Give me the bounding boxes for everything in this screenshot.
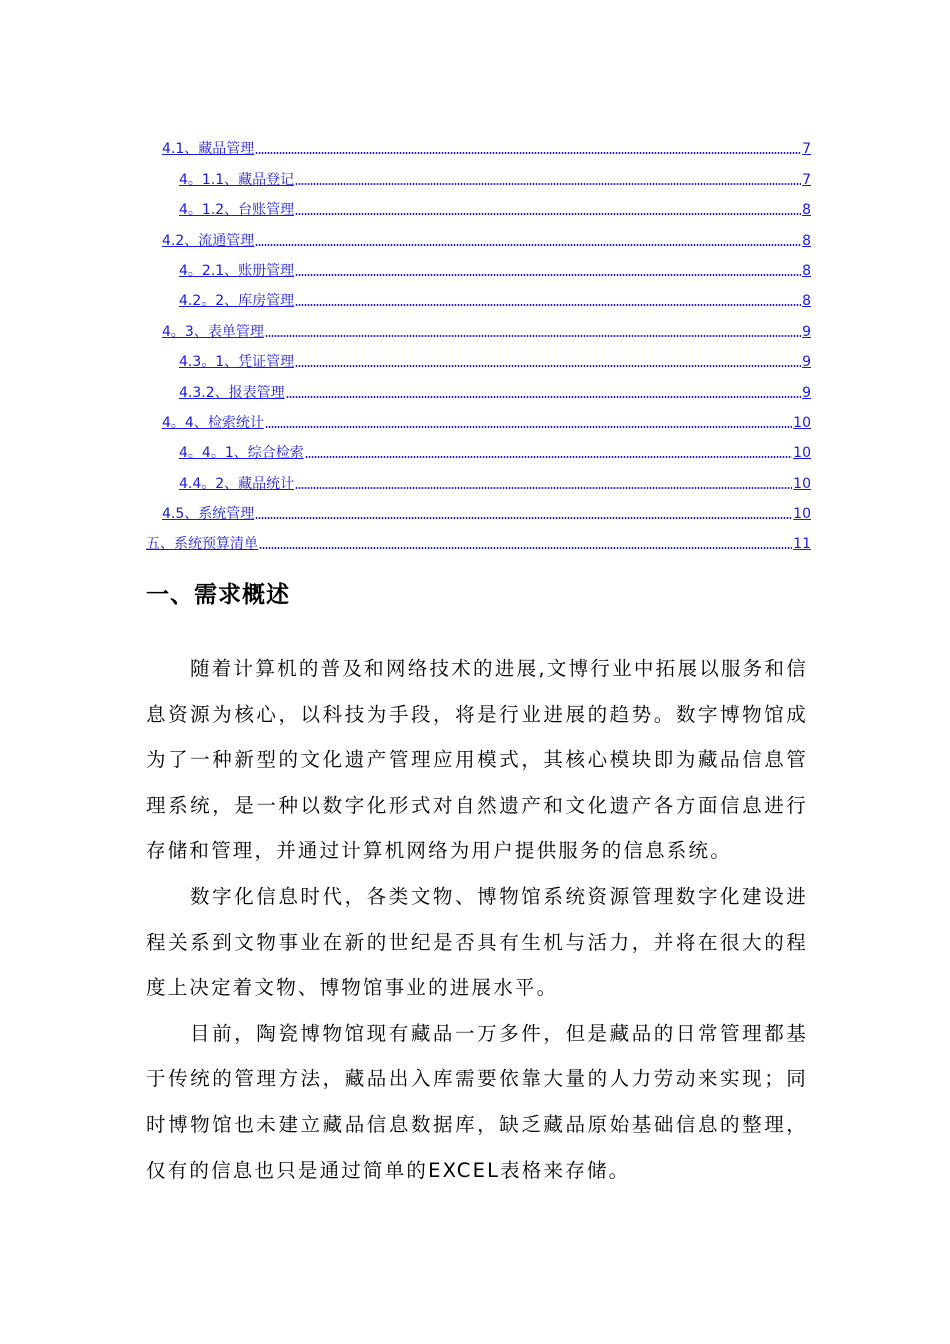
toc-entry[interactable] xyxy=(146,371,811,401)
toc-entry[interactable] xyxy=(146,493,811,523)
toc-entry[interactable] xyxy=(146,402,811,432)
toc-entry[interactable] xyxy=(146,462,811,492)
toc-entry-page[interactable]: 11 xyxy=(793,536,811,553)
section-heading: 一、需求概述 xyxy=(146,582,290,608)
toc-entry[interactable] xyxy=(146,310,811,340)
toc-leader-dots xyxy=(305,456,792,458)
toc-entry-page[interactable]: 8 xyxy=(802,202,811,219)
toc-entry-title[interactable]: 五、系统预算清单 xyxy=(146,536,258,553)
toc-leader-dots xyxy=(295,365,801,367)
toc-entry-title[interactable]: 4。1.1、藏品登记 xyxy=(179,171,295,188)
toc-entry[interactable] xyxy=(146,523,811,553)
toc-entry-page[interactable]: 10 xyxy=(793,445,811,462)
toc-leader-dots xyxy=(265,426,792,428)
toc-entry-page[interactable]: 8 xyxy=(802,232,811,249)
toc-entry-title[interactable]: 4。4。1、综合检索 xyxy=(179,445,304,462)
toc-entry-title[interactable]: 4.1、藏品管理 xyxy=(162,141,255,158)
toc-entry-page[interactable]: 7 xyxy=(802,171,811,188)
toc-leader-dots xyxy=(295,487,792,489)
toc-entry[interactable] xyxy=(146,432,811,462)
toc-entry-page[interactable]: 10 xyxy=(793,414,811,431)
toc-entry-title[interactable]: 4。4、检索统计 xyxy=(162,414,264,431)
toc-entry[interactable] xyxy=(146,189,811,219)
toc-leader-dots xyxy=(295,304,801,306)
toc-leader-dots xyxy=(255,152,801,154)
paragraph: 数字化信息时代，各类文物、博物馆系统资源管理数字化建设进程关系到文物事业在新的世纪是否具有生机与活力，并将在很大的程度上决定着文物、博物馆事业的进展水平。 xyxy=(146,884,808,1000)
toc-leader-dots xyxy=(286,396,801,398)
toc-entry[interactable] xyxy=(146,280,811,310)
toc-entry-page[interactable]: 8 xyxy=(802,262,811,279)
toc-entry-title[interactable]: 4.3。1、凭证管理 xyxy=(179,354,295,371)
toc-entry-title[interactable]: 4。1.2、台账管理 xyxy=(179,202,295,219)
toc-entry-page[interactable]: 10 xyxy=(793,475,811,492)
toc-leader-dots xyxy=(295,213,801,215)
toc-leader-dots xyxy=(295,274,801,276)
toc-entry-page[interactable]: 9 xyxy=(802,354,811,371)
toc-entry[interactable] xyxy=(146,128,811,158)
toc-entry-title[interactable]: 4.5、系统管理 xyxy=(162,506,255,523)
toc-entry-title[interactable]: 4.3.2、报表管理 xyxy=(179,384,285,401)
toc-entry[interactable] xyxy=(146,158,811,188)
toc-leader-dots xyxy=(295,183,801,185)
toc-leader-dots xyxy=(259,547,792,549)
toc-leader-dots xyxy=(255,244,801,246)
toc-entry-page[interactable]: 7 xyxy=(802,141,811,158)
toc-entry-title[interactable]: 4。2.1、账册管理 xyxy=(179,262,295,279)
paragraph: 随着计算机的普及和网络技术的进展,文博行业中拓展以服务和信息资源为核心，以科技为手段，将是行业进展的趋势。数字博物馆成为了一种新型的文化遗产管理应用模式，其核心模块即为藏品信息管理系统，是一种以数字化形式对自然遗产和文化遗产各方面信息进行存储和管理，并通过计算机网络为用户提供服务的信息系统。 xyxy=(146,657,808,863)
toc-entry-title[interactable]: 4.4。2、藏品统计 xyxy=(179,475,295,492)
toc-entry-page[interactable]: 10 xyxy=(793,506,811,523)
toc-entry[interactable] xyxy=(146,219,811,249)
toc-entry-title[interactable]: 4.2、流通管理 xyxy=(162,232,255,249)
toc-entry[interactable] xyxy=(146,341,811,371)
toc-entry-title[interactable]: 4.2。2、库房管理 xyxy=(179,293,295,310)
toc-entry-page[interactable]: 8 xyxy=(802,293,811,310)
toc-entry[interactable] xyxy=(146,250,811,280)
section-body xyxy=(146,646,808,1193)
toc-leader-dots xyxy=(265,335,801,337)
toc-entry-title[interactable]: 4。3、表单管理 xyxy=(162,323,264,340)
table-of-contents xyxy=(146,128,811,553)
toc-leader-dots xyxy=(255,517,792,519)
toc-entry-page[interactable]: 9 xyxy=(802,323,811,340)
toc-entry-page[interactable]: 9 xyxy=(802,384,811,401)
paragraph: 目前，陶瓷博物馆现有藏品一万多件，但是藏品的日常管理都基于传统的管理方法，藏品出入库需要依靠大量的人力劳动来实现；同时博物馆也未建立藏品信息数据库，缺乏藏品原始基础信息的整理，仅有的信息也只是通过简单的EXCEL表格来存储。 xyxy=(146,1021,808,1182)
